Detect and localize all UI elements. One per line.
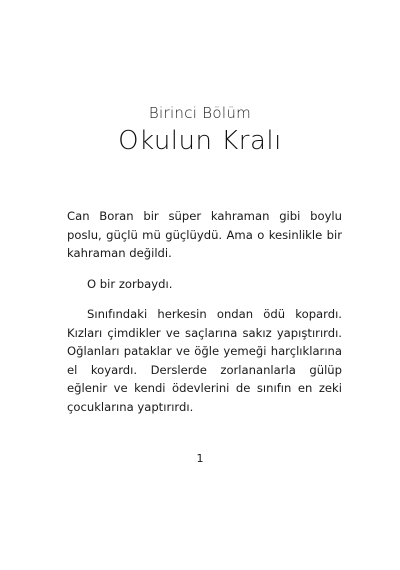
paragraph: Can Boran bir süper kahraman gibi boylu poslu, güçlü mü güçlüydü. Ama o kesinlikle bir kahraman değildi. — [67, 209, 342, 260]
chapter-label: Birinci Bölüm — [148, 104, 252, 122]
paragraph: Sınıfındaki herkesin ondan ödü kopardı. Kızları çimdikler ve saçlarına sakız yapıştırırdı. Oğlanları pataklar ve öğle yemeği harçlıklarına el koyardı. Derslerde zorlananlarla gülüp eğlenir ve kendi ödevlerini de sınıfın en zeki çocuklarına yaptırırdı. — [67, 307, 342, 414]
chapter-title: Okulun Kralı — [118, 126, 282, 156]
paragraph: O bir zorbaydı. — [87, 276, 173, 291]
body-text — [67, 207, 342, 428]
page-number: 1 — [196, 452, 204, 465]
